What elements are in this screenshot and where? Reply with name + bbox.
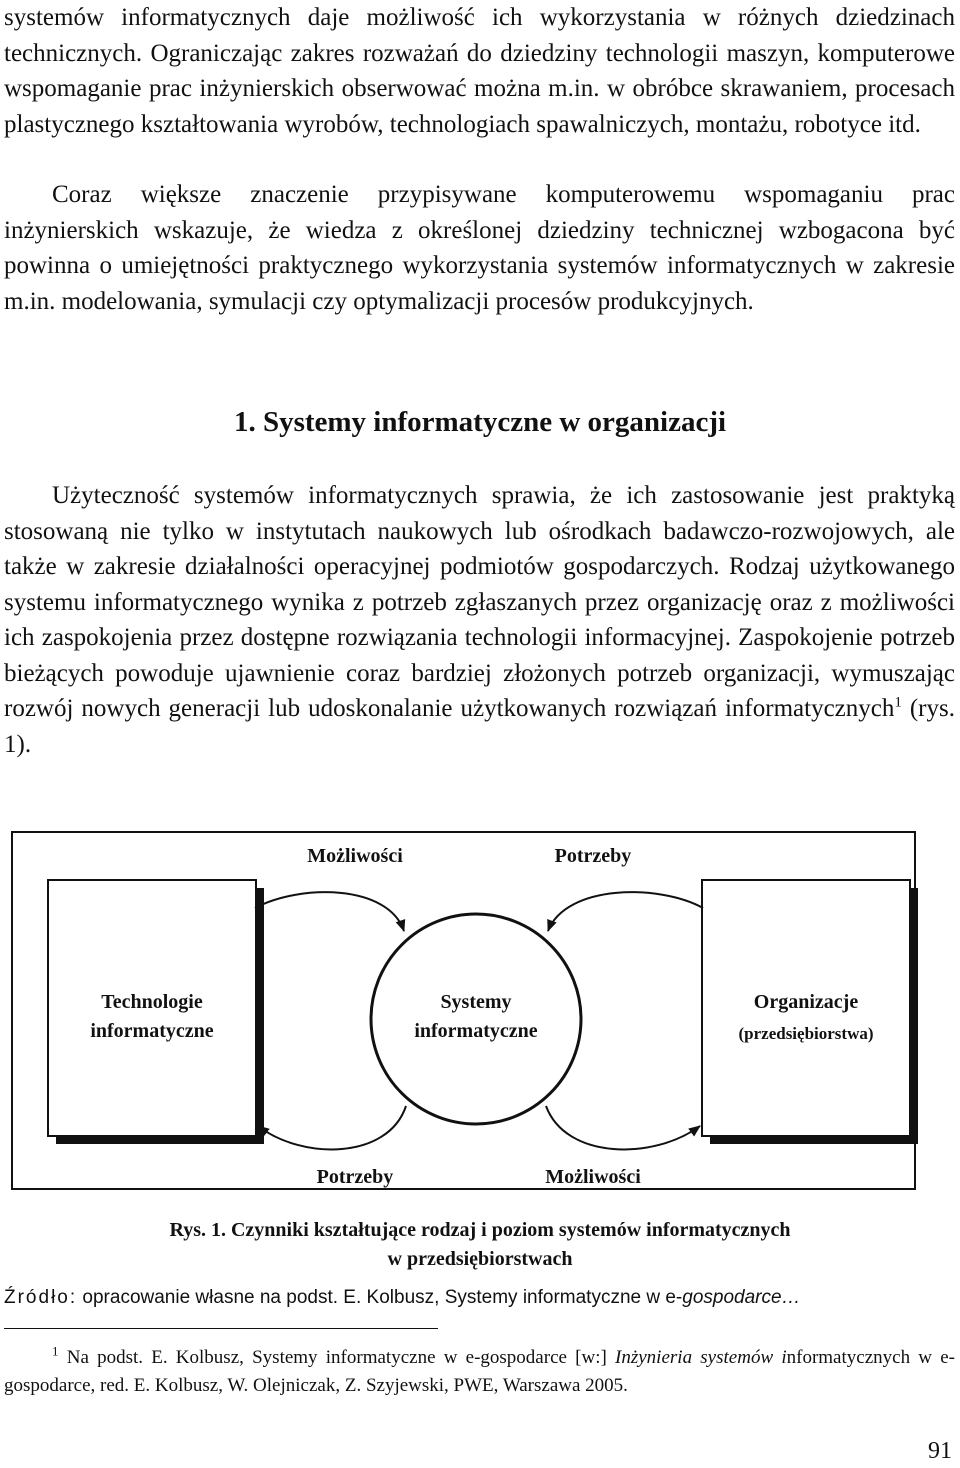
arrow-bottom-right (546, 1106, 700, 1149)
figure-source (4, 1284, 801, 1312)
page-number: 91 (928, 1438, 952, 1464)
right-box-line2: (przedsiębiorstwa) (738, 1024, 874, 1043)
caption-line2: w przedsiębiorstwach (387, 1248, 573, 1270)
arrow-top-left (255, 892, 404, 931)
label-top-left: Możliwości (307, 845, 403, 867)
footnote-reference: 1 (894, 694, 902, 711)
intro-paragraph: systemów informatycznych daje możliwość ich wykorzystania w różnych dziedzinach technicznych. Ograniczając zakres rozważań do dziedziny technologii maszyn, komputerowe wspomaganie prac inżynierskich obserwować można m.in. w obróbce skrawaniem, procesach plastycznego kształtowania wyrobów, technologiach spawalniczych, montażu, robotyce itd. (4, 4, 955, 138)
footnote-text2: nformatycznych w e-gospodarce, red. E. Kolbusz, W. Olejniczak, Z. Szyjewski, PWE, Warszawa 2005. (4, 1347, 955, 1396)
arrow-top-right (548, 892, 703, 931)
caption-line1: Rys. 1. Czynniki kształtujące rodzaj i poziom systemów informatycznych (169, 1219, 791, 1241)
body-paragraph: Coraz większe znaczenie przypisywane komputerowemu wspomaganiu prac inżynierskich wskazuje, że wiedza z określonej dziedziny technicznej wzbogacona być powinna o umiejętności praktycznego wykorzystania systemów informatycznych w zakresie m.in. modelowania, symulacji czy optymalizacji procesów produkcyjnych. (4, 181, 955, 315)
source-italic: gospodarce… (682, 1287, 801, 1308)
figure-caption (0, 1216, 960, 1274)
center-line2: informatyczne (414, 1020, 538, 1042)
label-top-right: Potrzeby (554, 845, 632, 867)
source-text: opracowanie własne na podst. E. Kolbusz, Systemy informatyczne w e- (77, 1287, 683, 1308)
footnote-divider (4, 1328, 438, 1329)
section-heading: 1. Systemy informatyczne w organizacji (233, 406, 727, 438)
section-paragraph-text: Użyteczność systemów informatycznych sprawia, że ich zastosowanie jest praktyką stosowaną nie tylko w instytutach naukowych lub ośrodkach badawczo-rozwojowych, ale także w zakresie działalności operacyjnej podmiotów gospodarczych. Rodzaj użytkowanego systemu informatycznego wynika z potrzeb zgłaszanych przez organizację oraz z możliwości ich zaspokojenia przez dostępne rozwiązania technologii informacyjnej. Zaspokojenie potrzeb bieżących powoduje ujawnienie coraz bardziej złożonych potrzeb organizacji, wymuszając rozwój nowych generacji lub udoskonalanie użytkowanych rozwiązań informatycznych (4, 482, 955, 722)
footnote-italic: Inżynieria systemów i (615, 1347, 787, 1368)
right-box-line1: Organizacje (753, 991, 859, 1013)
left-box-line2: informatyczne (90, 1020, 214, 1042)
figure-diagram (0, 826, 960, 1196)
center-line1: Systemy (440, 991, 512, 1013)
label-bottom-right: Możliwości (545, 1166, 641, 1188)
footnote (4, 1344, 955, 1399)
figure-reference: (rys. 1). (4, 695, 955, 758)
footnote-number: 1 (52, 1343, 59, 1359)
footnote-text1: Na podst. E. Kolbusz, Systemy informatyczne w e-gospodarce [w:] (58, 1347, 616, 1368)
section-paragraph (4, 478, 955, 762)
arrow-bottom-left (258, 1106, 406, 1149)
left-box-line1: Technologie (101, 991, 203, 1013)
source-label: Źródło: (4, 1287, 78, 1308)
label-bottom-left: Potrzeby (316, 1166, 394, 1188)
